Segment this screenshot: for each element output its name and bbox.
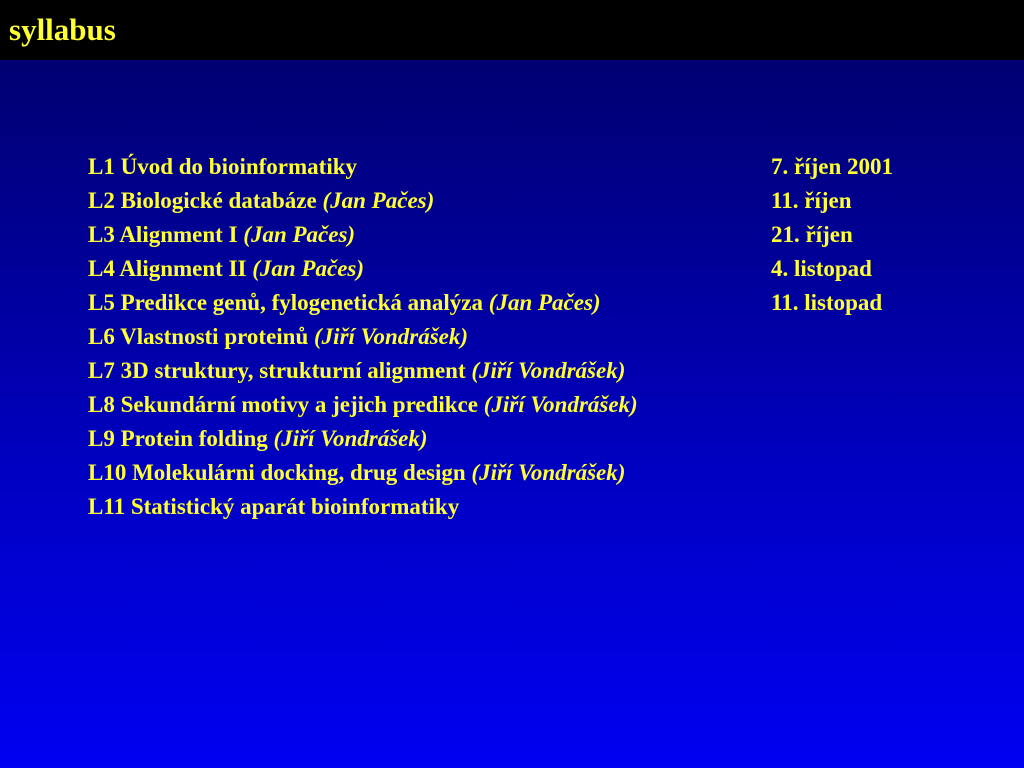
syllabus-row — [88, 150, 988, 184]
lecturer-name: (Jiří Vondrášek) — [471, 358, 626, 383]
topic-text: L3 Alignment I — [88, 222, 244, 247]
syllabus-list — [88, 150, 988, 524]
topic-text: L10 Molekulárni docking, drug design — [88, 460, 472, 485]
row-topic — [88, 252, 364, 286]
lecturer-name: (Jan Pačes) — [322, 188, 435, 213]
syllabus-row — [88, 218, 988, 252]
lecture-date: 21. říjen — [771, 222, 853, 247]
row-topic — [88, 184, 434, 218]
lecturer-name: (Jiří Vondrášek) — [483, 392, 638, 417]
lecture-date: 4. listopad — [771, 256, 872, 281]
title-bar — [0, 0, 1024, 60]
syllabus-row — [88, 388, 988, 422]
syllabus-row — [88, 422, 988, 456]
topic-text: L9 Protein folding — [88, 426, 274, 451]
syllabus-row — [88, 320, 988, 354]
row-topic — [88, 388, 638, 422]
lecturer-name: (Jan Pačes) — [488, 290, 601, 315]
lecturer-name: (Jiří Vondrášek) — [471, 460, 626, 485]
topic-text: L6 Vlastnosti proteinů — [88, 324, 315, 349]
syllabus-row — [88, 184, 988, 218]
topic-text: L4 Alignment II — [88, 256, 253, 281]
lecturer-name: (Jiří Vondrášek) — [273, 426, 428, 451]
topic-text: L1 Úvod do bioinformatiky — [88, 154, 358, 179]
syllabus-row — [88, 490, 988, 524]
syllabus-row — [88, 252, 988, 286]
syllabus-row — [88, 286, 988, 320]
topic-text: L11 Statistický aparát bioinformatiky — [88, 494, 460, 519]
row-topic — [88, 354, 625, 388]
syllabus-row — [88, 354, 988, 388]
lecturer-name: (Jiří Vondrášek) — [314, 324, 469, 349]
lecture-date: 7. říjen 2001 — [771, 154, 894, 179]
topic-text: L7 3D struktury, strukturní alignment — [88, 358, 472, 383]
row-topic — [88, 490, 459, 524]
row-topic — [88, 286, 601, 320]
lecture-date: 11. říjen — [771, 188, 852, 213]
slide-title: syllabus — [9, 12, 116, 47]
row-topic — [88, 422, 428, 456]
row-topic — [88, 456, 625, 490]
syllabus-row — [88, 456, 988, 490]
lecturer-name: (Jan Pačes) — [252, 256, 365, 281]
topic-text: L5 Predikce genů, fylogenetická analýza — [88, 290, 489, 315]
topic-text: L8 Sekundární motivy a jejich predikce — [88, 392, 484, 417]
row-topic — [88, 320, 468, 354]
lecture-date: 11. listopad — [771, 290, 883, 315]
topic-text: L2 Biologické databáze — [88, 188, 323, 213]
row-topic — [88, 218, 355, 252]
row-topic — [88, 150, 357, 184]
lecturer-name: (Jan Pačes) — [243, 222, 356, 247]
